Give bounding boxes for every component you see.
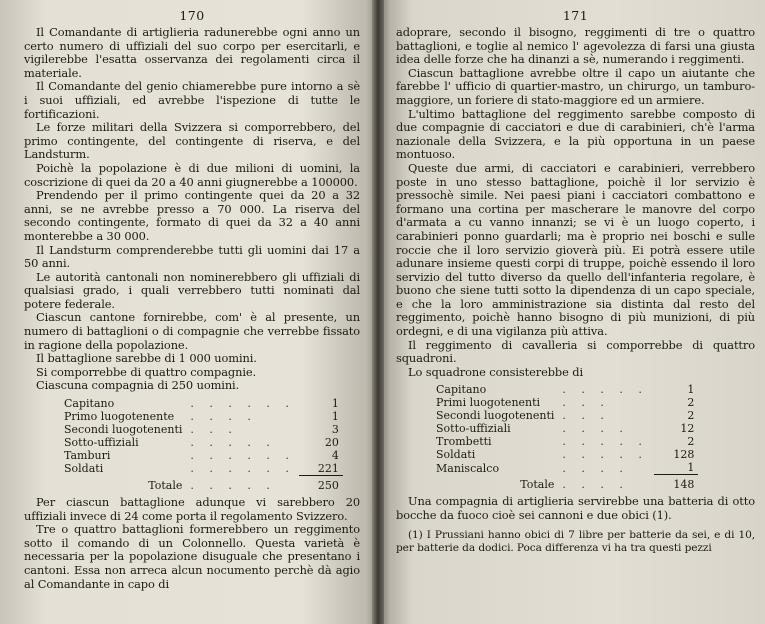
- rank-label: Primo luogotenente: [64, 410, 175, 424]
- paragraph: Poichè la popolazione è di due milioni di uomini, la coscrizione di quei da 20 a 40 anni giugnerebbe a 100000.: [24, 160, 360, 189]
- leader-dots: . . . . .: [190, 436, 276, 450]
- rank-label: Soldati: [436, 448, 476, 462]
- rank-count: 2: [687, 435, 695, 449]
- rank-count: 3: [331, 423, 339, 437]
- paragraph: Il Landsturm comprenderebbe tutti gli uomini dai 17 a 50 anni.: [24, 242, 360, 271]
- footnote: (1) I Prussiani hanno obici di 7 libre per batterie da sei, e di 10, per batterie da dodici. Poca differenza vi ha tra questi pezzi: [396, 528, 755, 554]
- rank-count: 221: [317, 462, 339, 476]
- rank-label: Secondi luogotenenti: [436, 409, 555, 423]
- paragraph: Ciascun battaglione avrebbe oltre il capo un aiutante che farebbe l' ufficio di quartier-mastro, un chirurgo, un tamburo-maggiore, un foriere di stato-maggiore ed un armiere.: [396, 65, 755, 107]
- paragraph: Una compagnia di artiglieria servirebbe una batteria di otto bocche da fuoco cioè sei cannoni e due obici (1).: [396, 494, 755, 523]
- table-row: [432, 435, 698, 448]
- rank-label: Capitano: [64, 397, 115, 411]
- leader-dots: . . . .: [562, 461, 629, 475]
- leader-dots: . . . .: [190, 410, 257, 424]
- right-page: [378, 0, 765, 624]
- rank-label: Trombetti: [436, 435, 492, 449]
- table-row: [60, 397, 343, 410]
- table-row: [60, 410, 343, 423]
- paragraph: adoprare, secondo il bisogno, reggimenti di tre o quattro battaglioni, e toglie al nemico l' agevolezza di farsi una giusta idea delle forze che ha dinanzi a sè, numerando i reggimenti.: [396, 25, 755, 67]
- paragraph: Le autorità cantonali non nominerebbero gli uffiziali di qualsiasi grado, i quali verrebbero tutti nominati dal potere federale.: [24, 269, 360, 311]
- table-row: [60, 436, 343, 449]
- page-number: 170: [179, 8, 205, 23]
- rank-count: 20: [324, 436, 339, 450]
- table-row: [432, 409, 698, 422]
- total-label: Totale: [520, 478, 555, 492]
- table-total-row: [60, 476, 343, 493]
- paragraph: Ciascun cantone fornirebbe, com' è al presente, un numero di battaglioni o di compagnie che verrebbe fissato in ragione della popolazione.: [24, 310, 360, 352]
- paragraph: Ciascuna compagnia di 250 uomini.: [36, 378, 240, 393]
- rank-label: Capitano: [436, 383, 487, 397]
- squadron-composition-table: [432, 383, 698, 491]
- leader-dots: . . .: [190, 423, 238, 437]
- table-row: [432, 383, 698, 396]
- leader-dots: . . . . . .: [190, 397, 295, 411]
- leader-dots: . . . .: [562, 478, 629, 492]
- leader-dots: . . . . .: [190, 478, 276, 492]
- total-value: 250: [299, 476, 343, 493]
- left-page: [0, 0, 378, 624]
- paragraph: Si comporrebbe di quattro compagnie.: [36, 364, 257, 379]
- paragraph: Le forze militari della Svizzera si comporrebbero, del primo contingente, del contingente di riserva, e del Landsturm.: [24, 120, 360, 162]
- table-row: [432, 448, 698, 461]
- rank-count: 1: [687, 461, 695, 475]
- rank-count: 1: [331, 397, 339, 411]
- company-composition-table: [60, 397, 343, 492]
- rank-label: Sotto-uffiziali: [436, 422, 511, 436]
- paragraph: L'ultimo battaglione del reggimento sarebbe composto di due compagnie di cacciatori e due di carabinieri, ch'è l'arma nazionale della Svizzera, e la più opportuna in un paese montuoso.: [396, 106, 755, 162]
- rank-count: 12: [680, 422, 695, 436]
- rank-label: Secondi luogotenenti: [64, 423, 183, 437]
- paragraph: Tre o quattro battaglioni formerebbero un reggimento sotto il comando di un Colonnello. Questa varietà è necessaria per la popolazione disuguale che presentano i cantoni. Essa non arreca alcun nocumento perchè dà agio al Comandante in capo di: [24, 522, 360, 591]
- page-number: 171: [562, 8, 589, 23]
- paragraph: Il battaglione sarebbe di 1 000 uomini.: [36, 351, 257, 366]
- leader-dots: . . . .: [562, 422, 629, 436]
- paragraph: Il Comandante di artiglieria radunerebbe ogni anno un certo numero di uffiziali del suo corpo per esercitarli, e vigilerebbe l'esatta osservanza dei regolamenti circa il materiale.: [24, 25, 360, 80]
- leader-dots: . . .: [562, 396, 610, 410]
- rank-label: Soldati: [64, 462, 104, 476]
- paragraph: Prendendo per il primo contingente quei da 20 a 32 anni, se ne avrebbe presso a 70 000. La riserva del secondo contingente, formato di quei da 32 a 40 anni monterebbe a 30 000.: [24, 188, 360, 243]
- rank-label: Maniscalco: [436, 461, 500, 475]
- rank-label: Tamburi: [64, 449, 111, 463]
- leader-dots: . . .: [562, 409, 610, 423]
- table-row: [432, 422, 698, 435]
- rank-label: Sotto-uffiziali: [64, 436, 139, 450]
- total-label: Totale: [148, 478, 183, 492]
- paragraph: Queste due armi, di cacciatori e carabinieri, verrebbero poste in uno stesso battaglione, poichè il lor servizio è pressochè simile. Nei paesi piani i cacciatori combattono e formano una cortina per mascherare le manovre del corpo d'armata a cu vanno innanzi; se vi è un luogo coperto, i carabinieri ponno guardarli; ma è proprio nei boschi e sulle roccie che il loro servizio gioverà più. Ei potrà essere utile adunare insieme questi corpi di truppe, poichè essendo il loro servizio del tutto diverso da quello dell'infanteria regolare, è buono che siene tutti sotto la dipendenza di un capo speciale, e che la loro amministrazione sia distinta dal resto del reggimento, poichè hanno bisogno di più munizioni, di più ordegni, e di una vigilanza più attiva.: [396, 160, 755, 339]
- table-row: [432, 461, 698, 475]
- paragraph: Il reggimento di cavalleria si comporrebbe di quattro squadroni.: [396, 337, 755, 366]
- leader-dots: . . . . .: [562, 383, 648, 397]
- table-row: [60, 462, 343, 476]
- rank-count: 4: [331, 449, 339, 463]
- rank-count: 1: [687, 383, 695, 397]
- leader-dots: . . . . .: [562, 448, 648, 462]
- paragraph: Lo squadrone consisterebbe di: [408, 364, 583, 379]
- leader-dots: . . . . . .: [190, 462, 295, 476]
- paragraph: Il Comandante del genio chiamerebbe pure intorno a sè i suoi uffiziali, ed avrebbe l'ispezione di tutte le fortificazioni.: [24, 79, 360, 121]
- table-total-row: [432, 475, 698, 492]
- leader-dots: . . . . . .: [190, 449, 295, 463]
- leader-dots: . . . . .: [562, 435, 648, 449]
- paragraph: Per ciascun battaglione adunque vi sarebbero 20 uffiziali invece di 24 come porta il regolamento Svizzero.: [24, 495, 360, 523]
- rank-count: 128: [673, 448, 695, 462]
- book-gutter: [372, 0, 384, 624]
- rank-label: Primi luogotenenti: [436, 396, 541, 410]
- rank-count: 2: [687, 396, 695, 410]
- rank-count: 1: [331, 410, 339, 424]
- rank-count: 2: [687, 409, 695, 423]
- total-value: 148: [654, 475, 698, 492]
- table-row: [60, 423, 343, 436]
- table-row: [432, 396, 698, 409]
- table-row: [60, 449, 343, 462]
